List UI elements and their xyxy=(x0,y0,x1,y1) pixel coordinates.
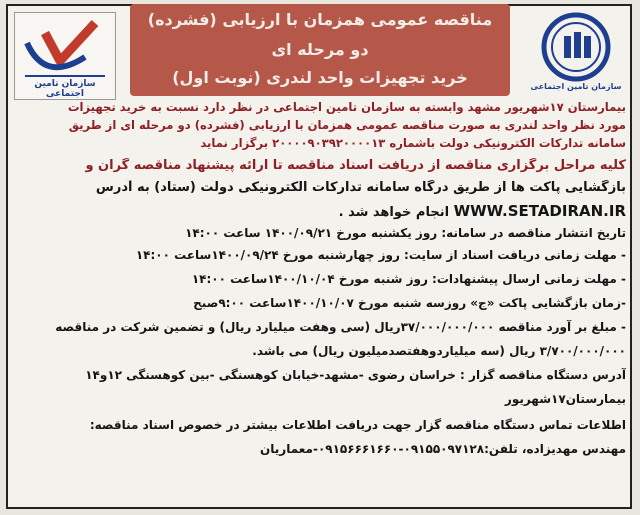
title-line-1: مناقصه عمومی همزمان با ارزیابی (فشرده) xyxy=(147,10,493,29)
setad-url-link[interactable]: WWW.SETADIRAN.IR xyxy=(453,202,626,220)
address-line-2: بیمارستان۱۷شهریور xyxy=(504,392,626,406)
address-line-1: آدرس دستگاه مناقصه گزار : خراسان رضوی -مشهد-خیابان کوهسنگی -بین کوهسنگی ۱۲و۱۴ xyxy=(85,368,626,382)
notice-body xyxy=(14,0,626,515)
right-logo-caption: سازمان تامین اجتماعی xyxy=(530,82,622,91)
process-line-2: بازگشایی پاکت ها از طریق درگاه سامانه تدارکات الکترونیکی دولت (ستاد) به آدرس xyxy=(95,180,626,195)
process-line-1: کلیه مراحل برگزاری مناقصه از دریافت اسناد مناقصه تا ارائه پیشنهاد مناقصه گران و xyxy=(85,158,626,173)
document-deadline: - مهلت زمانی دریافت اسناد از سایت: روز چهارشنبه مورخ ۱۴۰۰/۰۹/۲۴ساعت ۱۴:۰۰ xyxy=(135,248,626,262)
publish-date: تاریخ انتشار مناقصه در سامانه: روز یکشنبه مورخ ۱۴۰۰/۰۹/۲۱ ساعت ۱۴:۰۰ xyxy=(185,226,626,240)
intro-line-2: مورد نظر واحد لندری به صورت مناقصه عمومی همزمان با ارزیابی (فشرده) دو مرحله ای از طریق xyxy=(68,118,626,132)
left-logo-caption: سازمان تامین اجتماعی xyxy=(34,79,96,99)
intro-line-1: بیمارستان ۱۷شهریور مشهد وابسته به سازمان تامین اجتماعی در نظر دارد نسبت به خرید تجهیزات xyxy=(67,100,626,114)
contact-line-1: اطلاعات تماس دستگاه مناقصه گزار جهت دریافت اطلاعات بیشتر در خصوص اسناد مناقصه: xyxy=(89,418,626,432)
process-line-3-suffix: انجام خواهد شد . xyxy=(338,205,450,220)
envelope-opening-time: -زمان بازگشایی پاکت «ج» روزسه شنبه مورخ ۱۴۰۰/۱۰/۰۷ساعت ۹:۰۰صبح xyxy=(193,296,626,310)
title-line-2: دو مرحله ای xyxy=(271,40,369,59)
contact-line-2: مهندس مهدیزاده، تلفن:۰۹۱۵۵۰۹۷۱۲۸-۰۹۱۵۶۶۶۱۶۶۰-معماریان xyxy=(260,442,626,456)
estimate-line-2: ۳/۷۰۰/۰۰۰/۰۰۰ ریال (سه میلیاردوهفتصدمیلیون ریال) می باشد. xyxy=(252,344,626,358)
process-line-3 xyxy=(14,202,626,220)
intro-line-3: سامانه تدارکات الکترونیکی دولت باشماره ۲۰۰۰۰۹۰۳۹۲۰۰۰۰۱۳ برگزار نماید xyxy=(200,136,626,150)
submission-deadline: - مهلت زمانی ارسال پیشنهادات: روز شنبه مورخ ۱۴۰۰/۱۰/۰۴ساعت ۱۴:۰۰ xyxy=(191,272,626,286)
estimate-line-1: - مبلغ بر آورد مناقصه ۳۷/۰۰۰/۰۰۰/۰۰۰ریال (سی وهفت میلیارد ریال) و تضمین شرکت در مناقصه xyxy=(55,320,626,334)
title-line-3: خرید تجهیزات واحد لندری (نوبت اول) xyxy=(172,68,468,87)
